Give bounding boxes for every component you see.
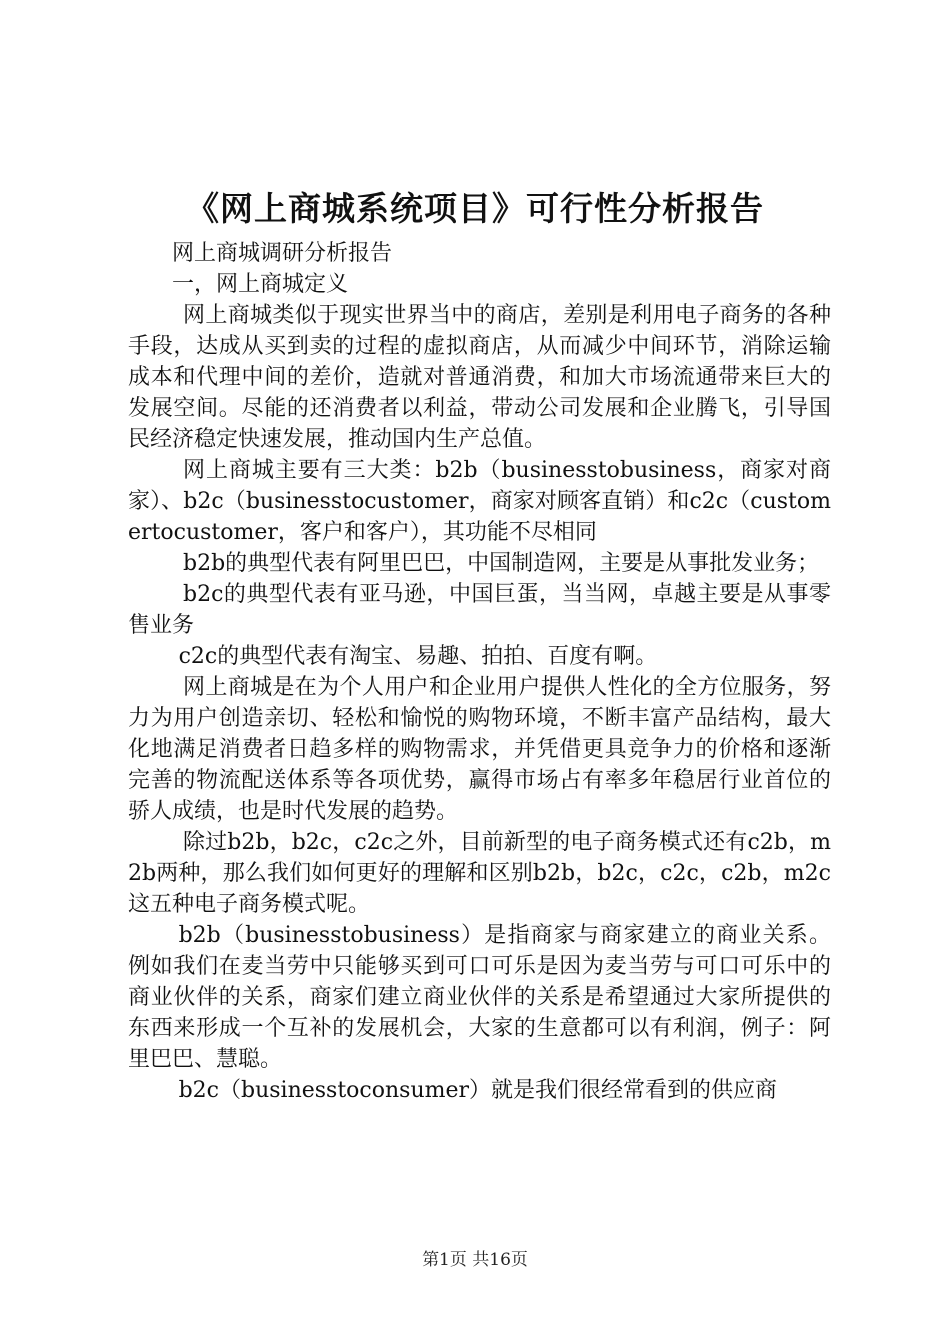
paragraph-service: 网上商城是在为个人用户和企业用户提供人性化的全方位服务，努力为用户创造亲切、轻松和愉悦的购物环境，不断丰富产品结构，最大化地满足消费者日趋多样的购物需求，并凭借更具竞争力的价格和逐渐完善的物流配送体系等各项优势，赢得市场占有率多年稳居行业首位的骄人成绩，也是时代发展的趋势。 <box>128 675 831 824</box>
paragraph-categories: 网上商城主要有三大类：b2b（businesstobusiness，商家对商家）、b2c（businesstocustomer，商家对顾客直销）和c2c（customertocustomer，客户和客户），其功能不尽相同 <box>128 458 831 545</box>
paragraph-subtitle: 网上商城调研分析报告 <box>172 241 393 266</box>
document-title: 《网上商城系统项目》可行性分析报告 <box>186 189 764 228</box>
document-body <box>128 238 831 1106</box>
paragraph-definition: 网上商城类似于现实世界当中的商店，差别是利用电子商务的各种手段，达成从买到卖的过程的虚拟商店，从而减少中间环节，消除运输成本和代理中间的差价，造就对普通消费，和加大市场流通带来巨大的发展空间。尽能的还消费者以利益，带动公司发展和企业腾飞，引导国民经济稳定快速发展，推动国内生产总值。 <box>128 303 831 452</box>
paragraph-c2c-example: c2c的典型代表有淘宝、易趣、拍拍、百度有啊。 <box>178 644 658 669</box>
paragraph-new-models: 除过b2b，b2c，c2c之外，目前新型的电子商务模式还有c2b，m2b两种，那么我们如何更好的理解和区别b2b，b2c，c2c，c2b，m2c这五种电子商务模式呢。 <box>128 830 831 917</box>
paragraph-section-heading: 一，网上商城定义 <box>172 272 349 297</box>
page-number: 第1页 共16页 <box>422 1250 528 1270</box>
paragraph-b2b-example: b2b的典型代表有阿里巴巴，中国制造网，主要是从事批发业务； <box>183 551 820 576</box>
paragraph-b2b-definition: b2b（businesstobusiness）是指商家与商家建立的商业关系。例如我们在麦当劳中只能够买到可口可乐是因为麦当劳与可口可乐中的商业伙伴的关系，商家们建立商业伙伴的关系是希望通过大家所提供的东西来形成一个互补的发展机会，大家的生意都可以有利润，例子：阿里巴巴、慧聪。 <box>128 923 831 1072</box>
paragraph-b2c-example: b2c的典型代表有亚马逊，中国巨蛋，当当网，卓越主要是从事零售业务 <box>128 582 831 638</box>
paragraph-b2c-definition: b2c（businesstoconsumer）就是我们很经常看到的供应商 <box>178 1078 778 1103</box>
